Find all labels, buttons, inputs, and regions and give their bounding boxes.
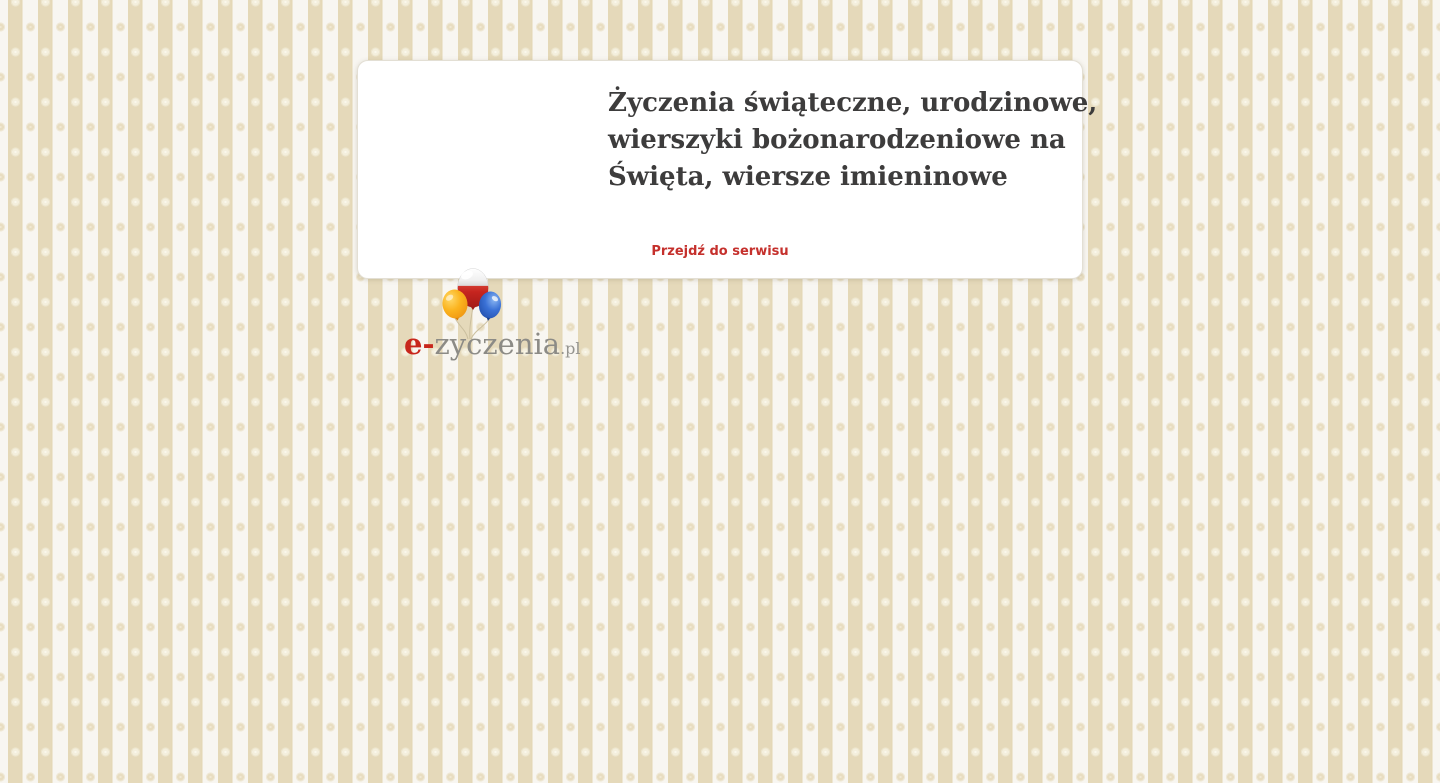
splash-card bbox=[357, 60, 1098, 279]
page-title-line-1: Życzenia świąteczne, urodzinowe, bbox=[608, 88, 1098, 118]
logo-name: zyczenia bbox=[434, 327, 561, 361]
page-title-line-3: Święta, wiersze imieninowe bbox=[608, 162, 1008, 192]
site-logo[interactable] bbox=[400, 262, 581, 367]
page-title bbox=[608, 85, 1098, 196]
logo-prefix: e- bbox=[404, 327, 435, 361]
site-logo-text bbox=[404, 329, 581, 364]
go-to-site-link[interactable]: Przejdź do serwisu bbox=[651, 244, 789, 259]
page-title-line-2: wierszyki bożonarodzeniowe na bbox=[608, 125, 1066, 155]
logo-tld: .pl bbox=[560, 339, 581, 358]
